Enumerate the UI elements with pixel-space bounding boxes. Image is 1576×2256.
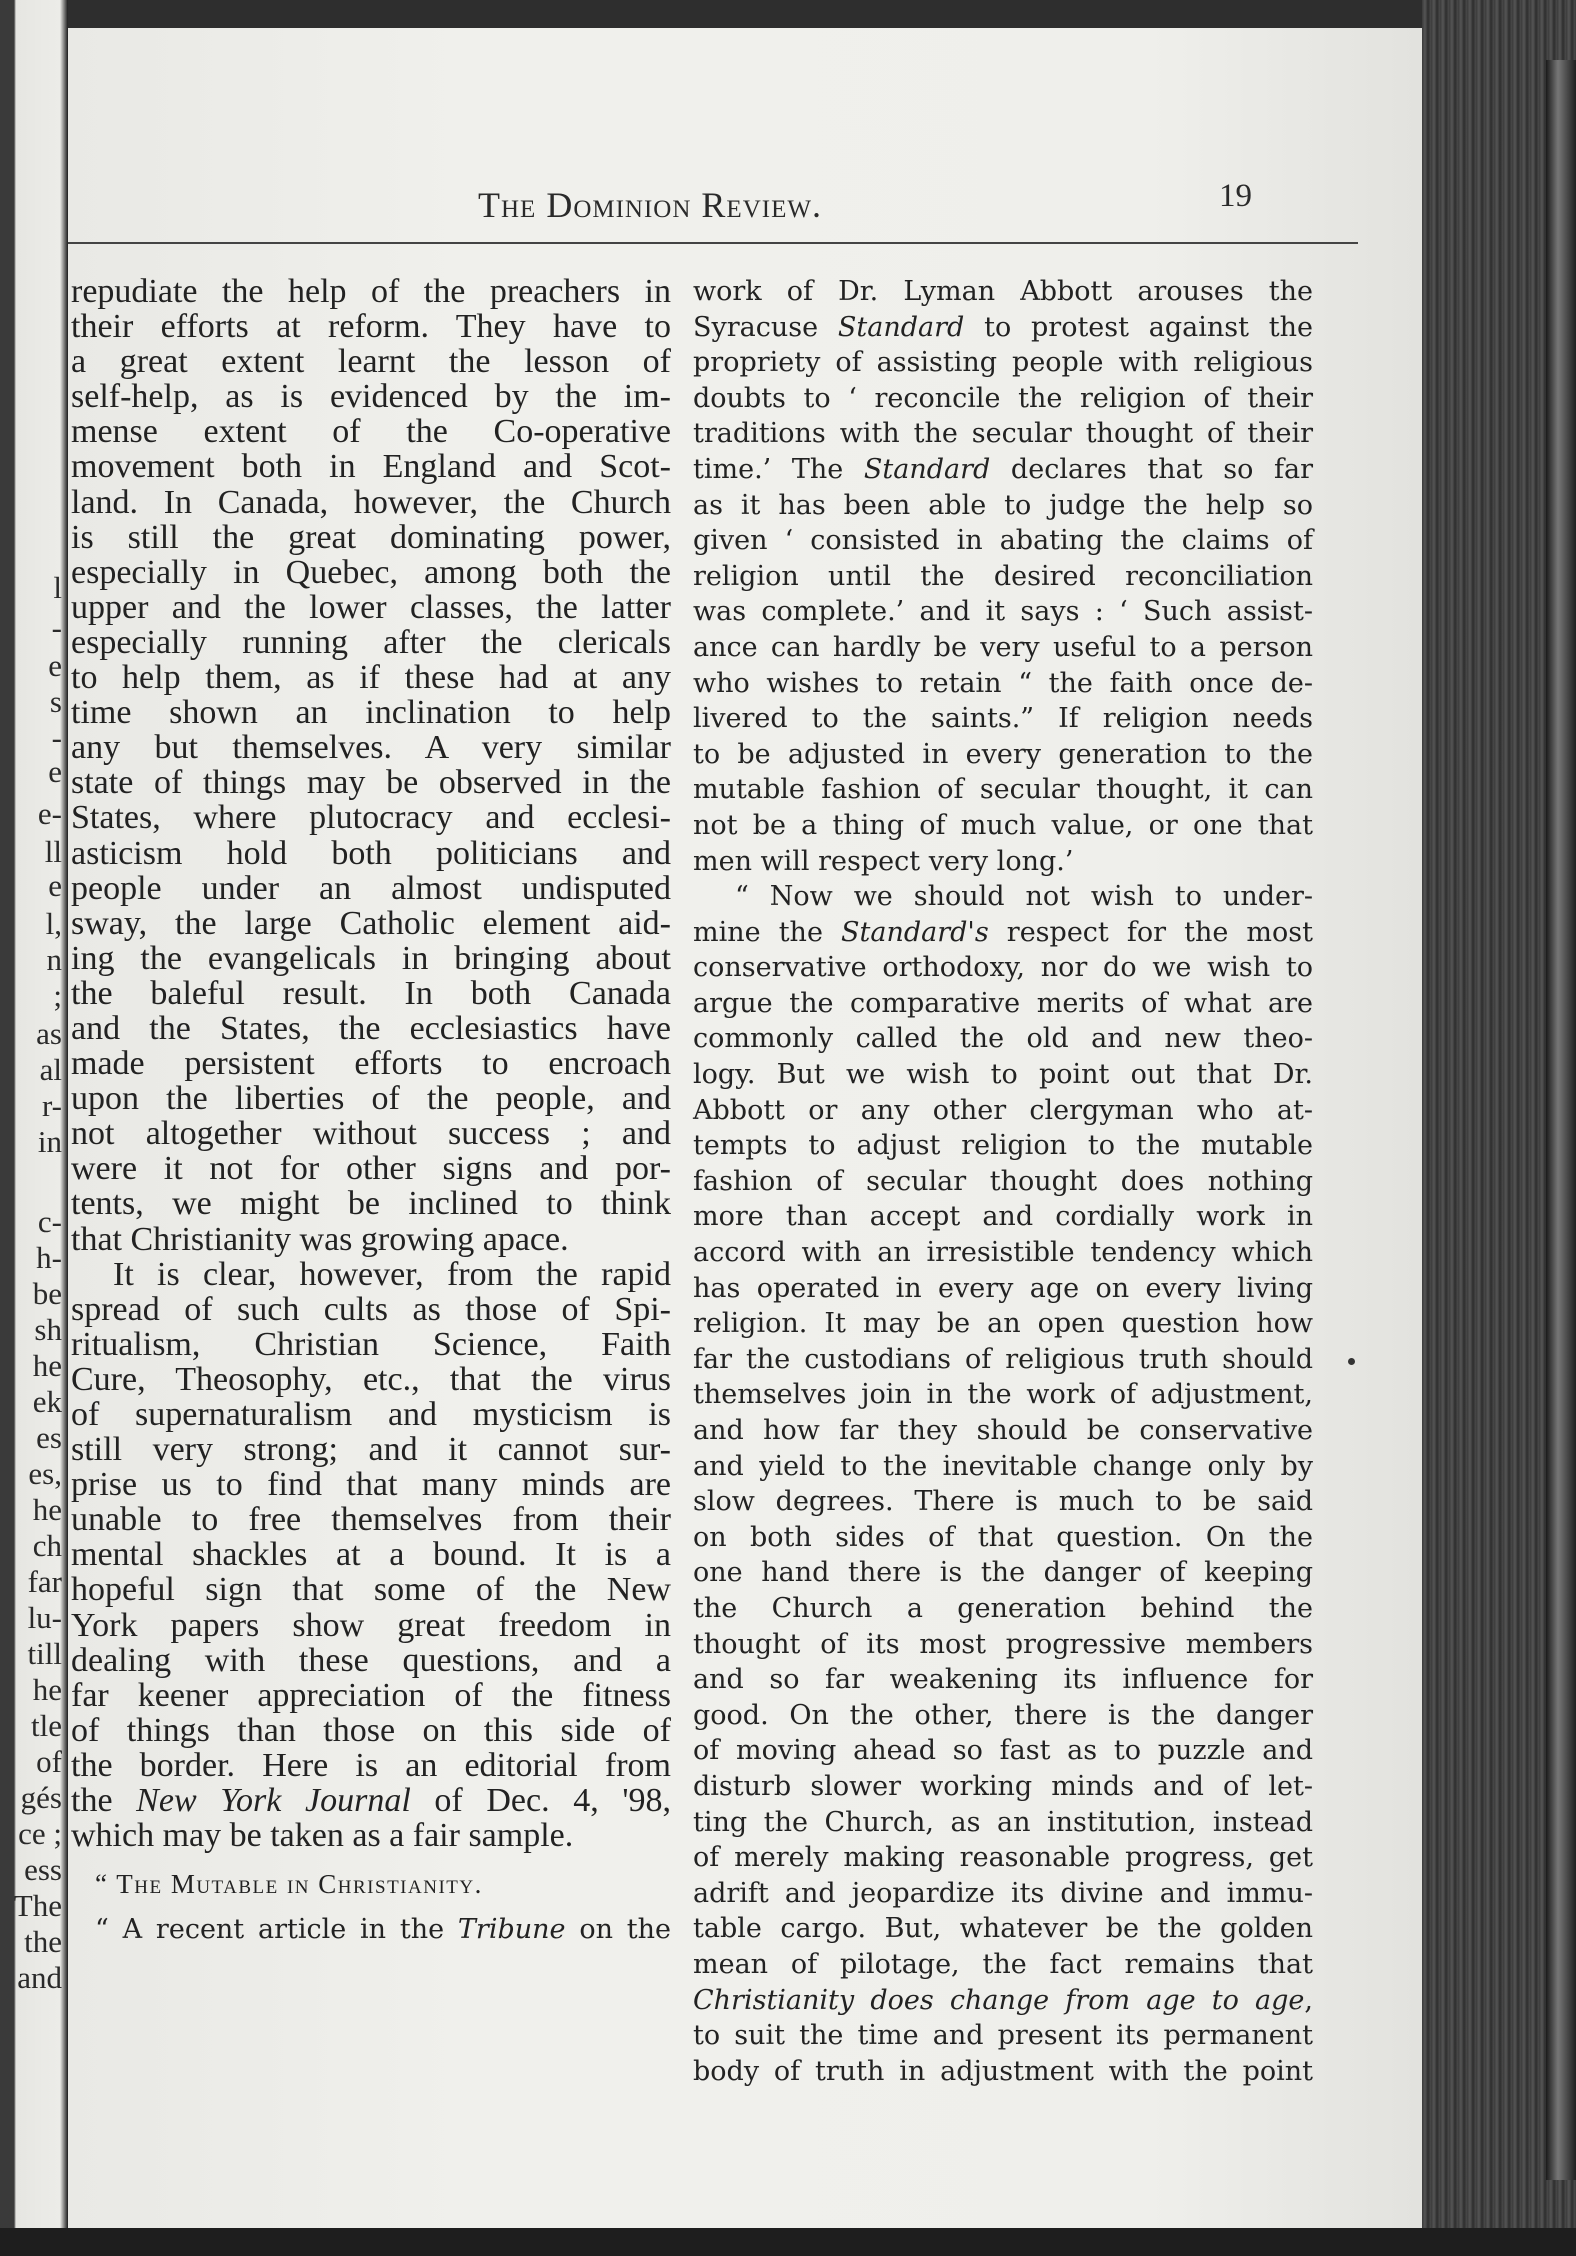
text-line: Cure, Theosophy, etc., that the virus: [71, 1360, 671, 1398]
margin-fragment: n: [46, 942, 62, 977]
book-page: [68, 28, 1422, 2228]
text-line: and the States, the ecclesiastics have: [71, 1009, 671, 1047]
margin-fragment: he: [32, 1492, 62, 1527]
margin-fragment: c-: [37, 1204, 62, 1239]
text-line: ritualism, Christian Science, Faith: [71, 1325, 671, 1363]
text-line: ting the Church, as an institution, instead: [693, 1806, 1313, 1838]
text-line: argue the comparative merits of what are: [693, 987, 1313, 1019]
text-line: adrift and jeopardize its divine and immu-: [693, 1877, 1313, 1909]
text-line: ance can hardly be very useful to a person: [693, 631, 1313, 663]
text-line: time shown an inclination to help: [71, 694, 671, 732]
text-line: far keener appreciation of the fitness: [71, 1676, 671, 1714]
page-number: 19: [1219, 178, 1252, 214]
text-line: thought of its most progressive members: [693, 1628, 1313, 1660]
text-line: Abbott or any other clergyman who at-: [693, 1094, 1313, 1126]
margin-fragment: -: [51, 720, 62, 755]
text-line: York papers show great freedom in: [71, 1606, 671, 1644]
text-line: unable to free themselves from their: [71, 1501, 671, 1539]
text-line: livered to the saints.” If religion needs: [693, 703, 1313, 735]
margin-fragment: sh: [34, 1312, 62, 1347]
text-line: the baleful result. In both Canada: [71, 974, 671, 1012]
left-column: [71, 274, 671, 1947]
margin-fragment: lu-: [27, 1600, 62, 1635]
margin-fragment: e: [48, 648, 62, 683]
text-line: which may be taken as a fair sample.: [71, 1817, 574, 1855]
running-header: [68, 178, 1422, 228]
text-line: time.’ The Standard declares that so far: [693, 453, 1313, 485]
margin-fragment: tle: [31, 1708, 62, 1743]
margin-fragment: h-: [36, 1240, 62, 1275]
margin-fragment: r-: [41, 1088, 62, 1123]
text-line: repudiate the help of the preachers in: [71, 273, 671, 310]
text-line: to be adjusted in every generation to the: [693, 738, 1313, 770]
text-line: Syracuse Standard to protest against the: [693, 311, 1314, 343]
margin-fragment: he: [32, 1348, 62, 1383]
text-line: mutable fashion of secular thought, it can: [693, 774, 1313, 806]
margin-fragment: ll: [44, 834, 62, 869]
margin-fragment: he: [32, 1672, 62, 1707]
margin-fragment: es,: [28, 1456, 62, 1491]
text-line: a great extent learnt the lesson of: [71, 343, 671, 381]
paragraph-gap: [71, 1902, 671, 1912]
text-line: who wishes to retain “ the faith once de-: [693, 667, 1313, 699]
text-line: that Christianity was growing apace.: [71, 1220, 569, 1258]
margin-fragment: ch: [32, 1528, 62, 1563]
margin-fragment: e: [48, 868, 62, 903]
text-line: especially in Quebec, among both the: [71, 553, 671, 591]
text-line: commonly called the old and new theo-: [693, 1023, 1313, 1055]
text-line: States, where plutocracy and ecclesi-: [71, 799, 671, 837]
text-line: Christianity does change from age to age,: [693, 1984, 1313, 2016]
text-line: tempts to adjust religion to the mutable: [693, 1130, 1313, 1162]
text-line: and so far weakening its influence for: [693, 1664, 1313, 1696]
quote-first-line: “ A recent article in the Tribune on the: [95, 1914, 671, 1946]
text-line: “ Now we should not wish to under-: [735, 881, 1313, 913]
margin-fragment: e-: [37, 796, 62, 831]
text-line: not be a thing of much value, or one that: [693, 809, 1313, 841]
margin-fragment: The: [13, 1888, 62, 1923]
text-line: themselves join in the work of adjustment,: [693, 1379, 1313, 1411]
text-line: tents, we might be inclined to think: [71, 1185, 671, 1223]
quote-heading: “ The Mutable in Christianity.: [95, 1869, 483, 1900]
text-line: sway, the large Catholic element aid-: [71, 904, 671, 942]
page-header-title: The Dominion Review.: [478, 185, 822, 225]
margin-fragment: in: [37, 1124, 62, 1159]
text-line: and how far they should be conservative: [693, 1415, 1313, 1446]
text-line: good. On the other, there is the danger: [693, 1699, 1313, 1731]
text-line: the border. Here is an editorial from: [71, 1746, 671, 1784]
text-line: of moving ahead so fast as to puzzle and: [693, 1735, 1313, 1767]
text-line: has operated in every age on every living: [693, 1272, 1313, 1304]
text-line: made persistent efforts to encroach: [71, 1045, 671, 1083]
text-line: the Church a generation behind the: [693, 1592, 1313, 1624]
text-line: the New York Journal of Dec. 4, '98,: [71, 1782, 671, 1820]
text-line: asticism hold both politicians and: [71, 834, 671, 872]
margin-fragment: l,: [45, 906, 62, 941]
text-line: of supernaturalism and mysticism is: [71, 1396, 671, 1433]
scan-border: [0, 2228, 1576, 2256]
margin-fragment: ess: [24, 1852, 62, 1887]
text-line: logy. But we wish to point out that Dr.: [693, 1059, 1313, 1091]
text-line: upper and the lower classes, the latter: [71, 588, 671, 626]
text-line: upon the liberties of the people, and: [71, 1080, 671, 1118]
text-line: still very strong; and it cannot sur-: [71, 1431, 671, 1469]
text-line: was complete.’ and it says : ‘ Such assist-: [693, 596, 1313, 628]
margin-fragment: -: [51, 610, 62, 645]
text-line: far the custodians of religious truth should: [693, 1343, 1313, 1375]
book-edge: [1422, 0, 1576, 2256]
margin-fragment: of: [36, 1744, 62, 1779]
text-line: men will respect very long.’: [693, 845, 1074, 877]
text-line: given ‘ consisted in abating the claims of: [693, 525, 1313, 557]
text-line: and yield to the inevitable change only by: [693, 1450, 1313, 1482]
margin-fragment: ce ;: [18, 1816, 62, 1851]
text-line: propriety of assisting people with religious: [693, 347, 1313, 379]
text-line: were it not for other signs and por-: [71, 1150, 671, 1188]
margin-fragment: ek: [32, 1384, 62, 1419]
text-line: of things than those on this side of: [71, 1711, 671, 1749]
text-line: as it has been able to judge the help so: [693, 489, 1313, 521]
text-line: mense extent of the Co-operative: [71, 413, 671, 451]
text-line: self-help, as is evidenced by the im-: [71, 378, 671, 416]
text-line: movement both in England and Scot-: [71, 448, 671, 486]
header-rule: [68, 242, 1358, 244]
text-line: mean of pilotage, the fact remains that: [693, 1948, 1313, 1980]
text-line: body of truth in adjustment with the point: [693, 2055, 1313, 2087]
margin-fragment: s: [49, 684, 62, 719]
text-line: prise us to find that many minds are: [71, 1466, 671, 1504]
margin-fragment: as: [36, 1016, 62, 1051]
text-line: more than accept and cordially work in: [693, 1201, 1313, 1233]
text-line: state of things may be observed in the: [71, 764, 671, 802]
paragraph-gap: [71, 1853, 671, 1867]
text-line: religion until the desired reconciliation: [693, 560, 1313, 592]
text-line: It is clear, however, from the rapid: [113, 1255, 671, 1293]
text-line: table cargo. But, whatever be the golden: [693, 1913, 1313, 1945]
text-line: ing the evangelicals in bringing about: [71, 939, 671, 977]
text-line: is still the great dominating power,: [71, 518, 671, 556]
text-line: traditions with the secular thought of their: [693, 418, 1313, 450]
ink-speck: [1348, 1358, 1355, 1365]
margin-fragment: gés: [20, 1780, 62, 1815]
margin-fragment: l: [53, 570, 62, 605]
text-line: people under an almost undisputed: [71, 869, 671, 907]
margin-fragment: ;: [53, 978, 62, 1013]
text-line: their efforts at reform. They have to: [71, 308, 671, 346]
margin-fragment: es: [36, 1420, 62, 1455]
text-line: not altogether without success ; and: [71, 1115, 671, 1153]
text-line: especially running after the clericals: [71, 623, 671, 661]
text-line: on both sides of that question. On the: [693, 1521, 1313, 1553]
text-line: dealing with these questions, and a: [71, 1641, 671, 1679]
text-line: fashion of secular thought does nothing: [693, 1165, 1313, 1197]
text-line: religion. It may be an open question how: [693, 1308, 1313, 1340]
text-line: hopeful sign that some of the New: [71, 1571, 671, 1609]
text-line: one hand there is the danger of keeping: [693, 1557, 1313, 1589]
text-line: disturb slower working minds and of let-: [693, 1770, 1313, 1802]
text-line: of merely making reasonable progress, get: [693, 1842, 1313, 1874]
text-line: mine the Standard's respect for the most: [693, 916, 1313, 948]
text-line: work of Dr. Lyman Abbott arouses the: [693, 276, 1313, 307]
text-line: to help them, as if these had at any: [71, 659, 671, 697]
margin-fragment: al: [39, 1052, 62, 1087]
text-line: doubts to ‘ reconcile the religion of their: [693, 382, 1313, 414]
margin-fragment: and: [17, 1960, 62, 1995]
text-line: spread of such cults as those of Spi-: [71, 1290, 671, 1328]
margin-fragment: be: [32, 1276, 62, 1311]
facing-page-edge: [0, 0, 68, 2256]
right-column: [693, 274, 1313, 2089]
text-line: to suit the time and present its permanent: [693, 2020, 1313, 2052]
margin-fragment: till: [27, 1636, 62, 1671]
margin-fragment: the: [24, 1924, 62, 1959]
text-line: slow degrees. There is much to be said: [693, 1486, 1313, 1518]
margin-fragment: far: [27, 1564, 62, 1599]
text-line: mental shackles at a bound. It is a: [71, 1536, 671, 1574]
margin-fragment: e: [48, 754, 62, 789]
text-line: accord with an irresistible tendency which: [693, 1237, 1313, 1269]
text-line: conservative orthodoxy, nor do we wish to: [693, 952, 1313, 984]
text-line: land. In Canada, however, the Church: [71, 483, 671, 521]
text-line: any but themselves. A very similar: [71, 729, 671, 767]
